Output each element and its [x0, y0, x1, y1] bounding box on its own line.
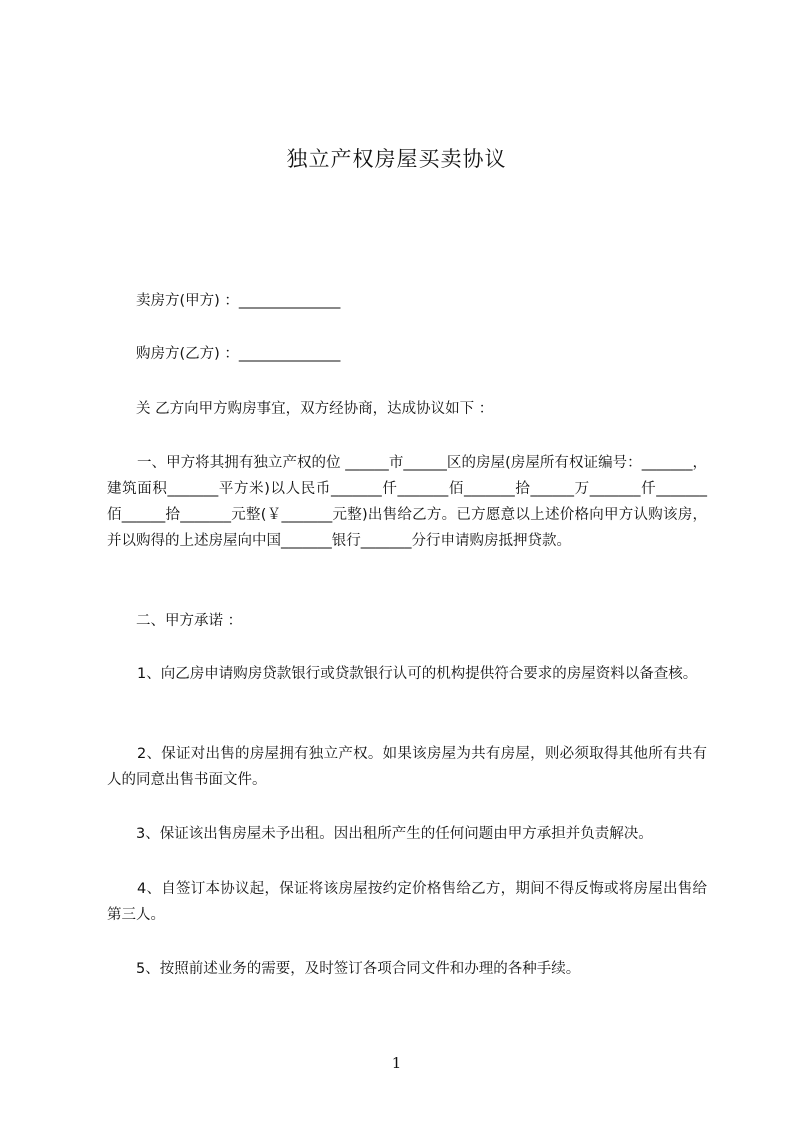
- seller-line: 卖房方(甲方) ：______________: [136, 293, 341, 309]
- promise-item-1: 1、向乙房申请购房贷款银行或贷款银行认可的机构提供符合要求的房屋资料以备查核。: [137, 666, 698, 682]
- clause-1: 一、甲方将其拥有独立产权的位 ______市______区的房屋(房屋所有权证编号：_______，建筑面积_______平方米)以人民币_______仟_______佰_______拾______万_______仟_______佰______拾_______元整(￥_______元整)出售给乙方。已方愿意以上述价格向甲方认购该房，并以购得的上述房屋向中国_______银行_______分行申请购房抵押贷款。: [107, 455, 707, 549]
- section-2-heading: 二、甲方承诺 ：: [136, 613, 243, 629]
- promise-item-2: 2、保证对出售的房屋拥有独立产权。如果该房屋为共有房屋，则必须取得其他所有共有人的同意出售书面文件。: [107, 746, 707, 788]
- promise-item-5: 5、按照前述业务的需要，及时签订各项合同文件和办理的各种手续。: [136, 961, 581, 977]
- promise-item-4: 4、自签订本协议起，保证将该房屋按约定价格售给乙方，期间不得反悔或将房屋出售给第三人。: [107, 881, 707, 923]
- promise-item-3: 3、保证该出售房屋未予出租。因出租所产生的任何问题由甲方承担并负责解决。: [136, 826, 653, 842]
- document-title: 独立产权房屋买卖协议: [286, 147, 507, 171]
- page-number: 1: [391, 1054, 402, 1072]
- intro-line: 关 乙方向甲方购房事宜，双方经协商，达成协议如下 ：: [136, 401, 494, 417]
- buyer-line: 购房方(乙方) ：______________: [136, 346, 341, 362]
